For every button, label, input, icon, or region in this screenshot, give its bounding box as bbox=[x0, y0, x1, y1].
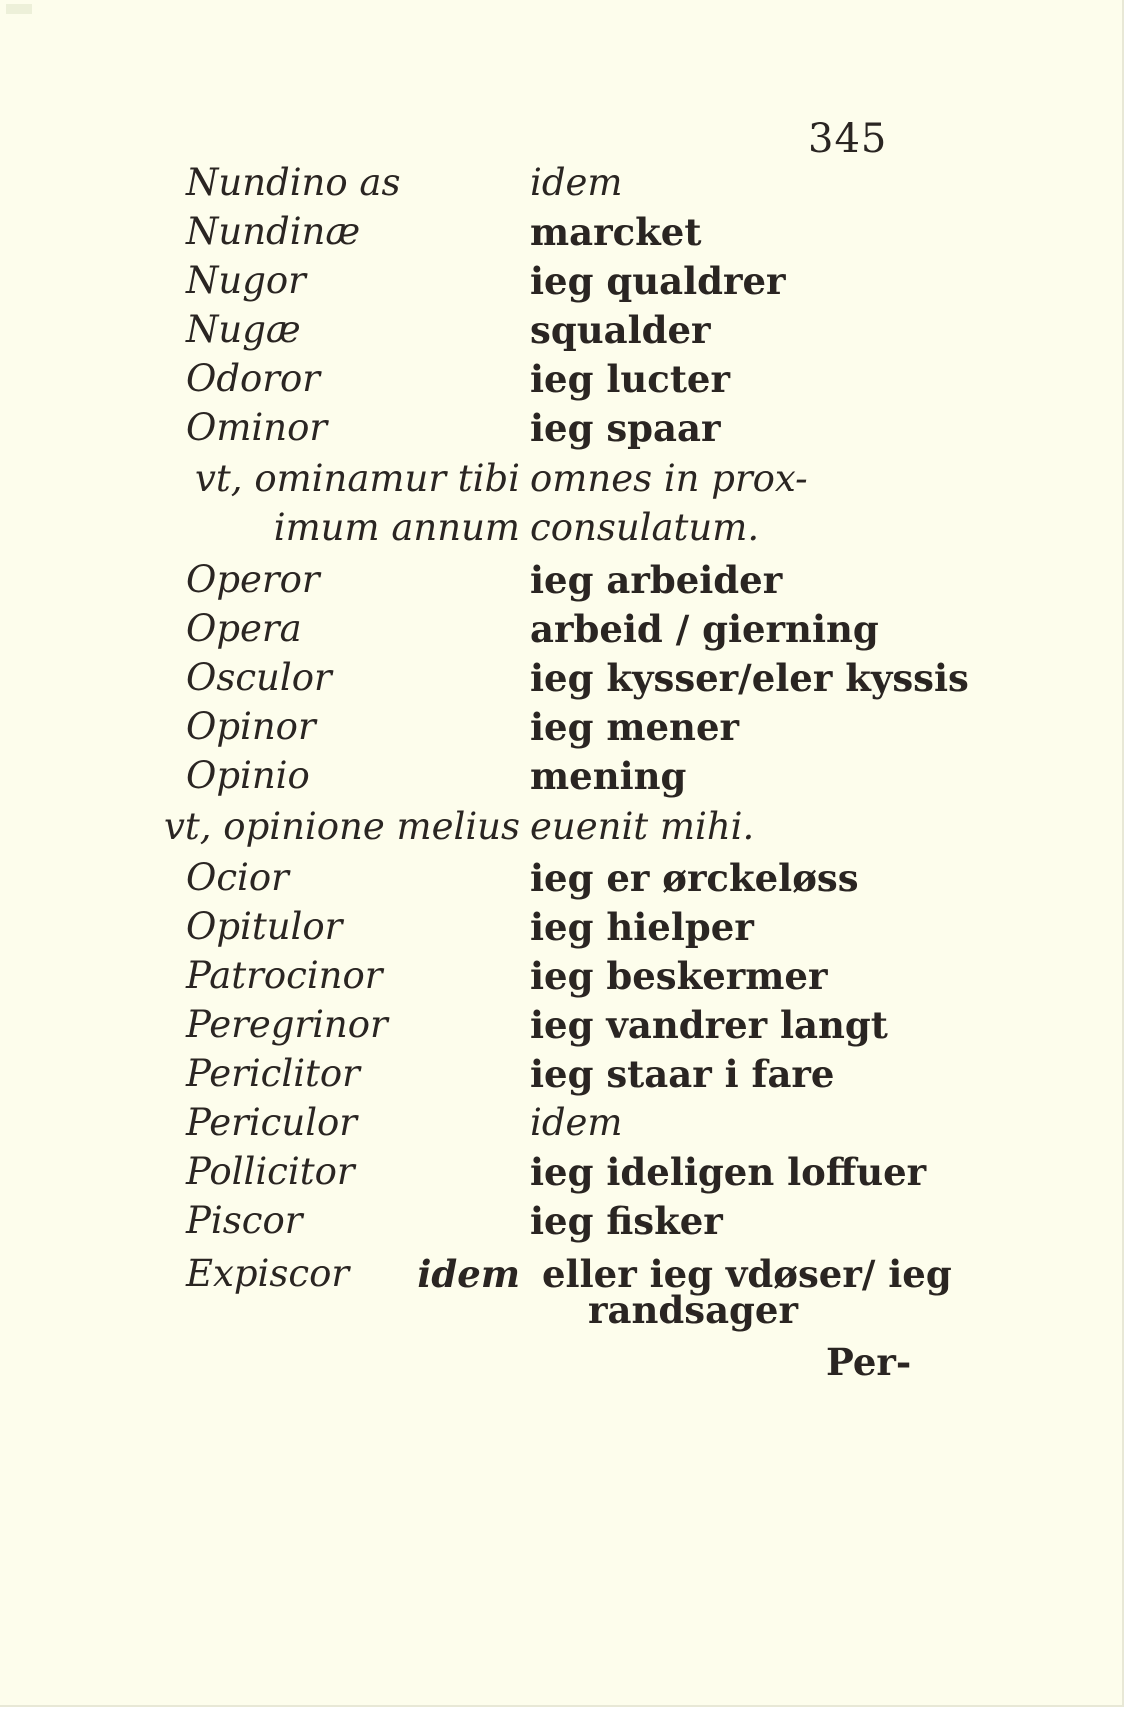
danish-gloss: arbeid / gierning bbox=[530, 607, 879, 651]
gloss-continuation bbox=[0, 1285, 1122, 1335]
example-continuation: consulatum. bbox=[530, 506, 760, 549]
dictionary-entry bbox=[0, 354, 1122, 404]
danish-gloss: ieg ideligen loffuer bbox=[530, 1150, 927, 1194]
latin-term: Nugæ bbox=[186, 308, 301, 351]
page-number: 345 bbox=[808, 116, 888, 162]
idem-marker: idem bbox=[417, 1252, 520, 1296]
latin-term: Osculor bbox=[186, 656, 332, 699]
danish-gloss: eller ieg vdøser/ ieg bbox=[542, 1252, 952, 1296]
latin-term: Periclitor bbox=[186, 1052, 360, 1095]
latin-term: Opera bbox=[186, 607, 302, 650]
dictionary-entry bbox=[0, 1098, 1122, 1148]
dictionary-entry bbox=[0, 1147, 1122, 1197]
dictionary-entry bbox=[0, 702, 1122, 752]
danish-gloss: ieg mener bbox=[530, 705, 739, 749]
danish-gloss: marcket bbox=[530, 210, 702, 254]
danish-gloss: ieg vandrer langt bbox=[530, 1003, 888, 1047]
latin-term: Patrocinor bbox=[186, 954, 383, 997]
danish-gloss: ieg arbeider bbox=[530, 558, 783, 602]
danish-gloss: idem bbox=[530, 1101, 623, 1144]
example-latin-part: imum annum bbox=[273, 506, 520, 549]
dictionary-entry bbox=[0, 604, 1122, 654]
example-latin-part: vt, opinione melius bbox=[164, 805, 520, 848]
dictionary-entry bbox=[0, 751, 1122, 801]
dictionary-entry bbox=[0, 1196, 1122, 1246]
latin-term: Nundinæ bbox=[186, 210, 361, 253]
latin-term: Nundino as bbox=[186, 161, 401, 204]
latin-term: Opitulor bbox=[186, 905, 343, 948]
latin-term: Peregrinor bbox=[186, 1003, 388, 1046]
dictionary-entry bbox=[0, 1000, 1122, 1050]
latin-term: Piscor bbox=[186, 1199, 303, 1242]
latin-term: Nugor bbox=[186, 259, 306, 302]
example-latin-part: vt, ominamur tibi bbox=[195, 457, 520, 500]
latin-term: Operor bbox=[186, 558, 320, 601]
danish-gloss: ieg hielper bbox=[530, 905, 754, 949]
dictionary-entry bbox=[0, 403, 1122, 453]
scan-corner-mark bbox=[6, 4, 32, 14]
dictionary-entry bbox=[0, 555, 1122, 605]
usage-example bbox=[0, 503, 1122, 553]
latin-term: Ocior bbox=[186, 856, 289, 899]
danish-gloss: ieg spaar bbox=[530, 406, 721, 450]
danish-gloss-continued: randsager bbox=[588, 1288, 798, 1332]
danish-gloss: ieg kysser/eler kyssis bbox=[530, 656, 969, 700]
dictionary-entry bbox=[0, 207, 1122, 257]
dictionary-entry bbox=[0, 305, 1122, 355]
latin-term: Odoror bbox=[186, 357, 320, 400]
dictionary-entry bbox=[0, 1049, 1122, 1099]
danish-gloss: idem bbox=[530, 161, 623, 204]
latin-term: Expiscor bbox=[186, 1252, 350, 1295]
danish-gloss: mening bbox=[530, 754, 687, 798]
latin-term: Opinor bbox=[186, 705, 316, 748]
dictionary-entry bbox=[0, 853, 1122, 903]
danish-gloss: ieg staar i fare bbox=[530, 1052, 835, 1096]
dictionary-entry bbox=[0, 902, 1122, 952]
dictionary-entry bbox=[0, 653, 1122, 703]
dictionary-entry bbox=[0, 256, 1122, 306]
latin-term: Periculor bbox=[186, 1101, 357, 1144]
dictionary-entry bbox=[0, 158, 1122, 208]
danish-gloss: ieg lucter bbox=[530, 357, 730, 401]
danish-gloss: ieg qualdrer bbox=[530, 259, 786, 303]
danish-gloss: ieg beskermer bbox=[530, 954, 828, 998]
example-continuation: euenit mihi. bbox=[530, 805, 755, 848]
usage-example bbox=[0, 802, 1122, 852]
catchword: Per- bbox=[826, 1340, 912, 1384]
danish-gloss: ieg fisker bbox=[530, 1199, 723, 1243]
danish-gloss: squalder bbox=[530, 308, 711, 352]
latin-term: Pollicitor bbox=[186, 1150, 355, 1193]
dictionary-entry bbox=[0, 951, 1122, 1001]
danish-gloss: ieg er ørckeløss bbox=[530, 856, 859, 900]
example-continuation: omnes in prox- bbox=[530, 457, 808, 500]
latin-term: Opinio bbox=[186, 754, 310, 797]
usage-example bbox=[0, 454, 1122, 504]
latin-term: Ominor bbox=[186, 406, 328, 449]
